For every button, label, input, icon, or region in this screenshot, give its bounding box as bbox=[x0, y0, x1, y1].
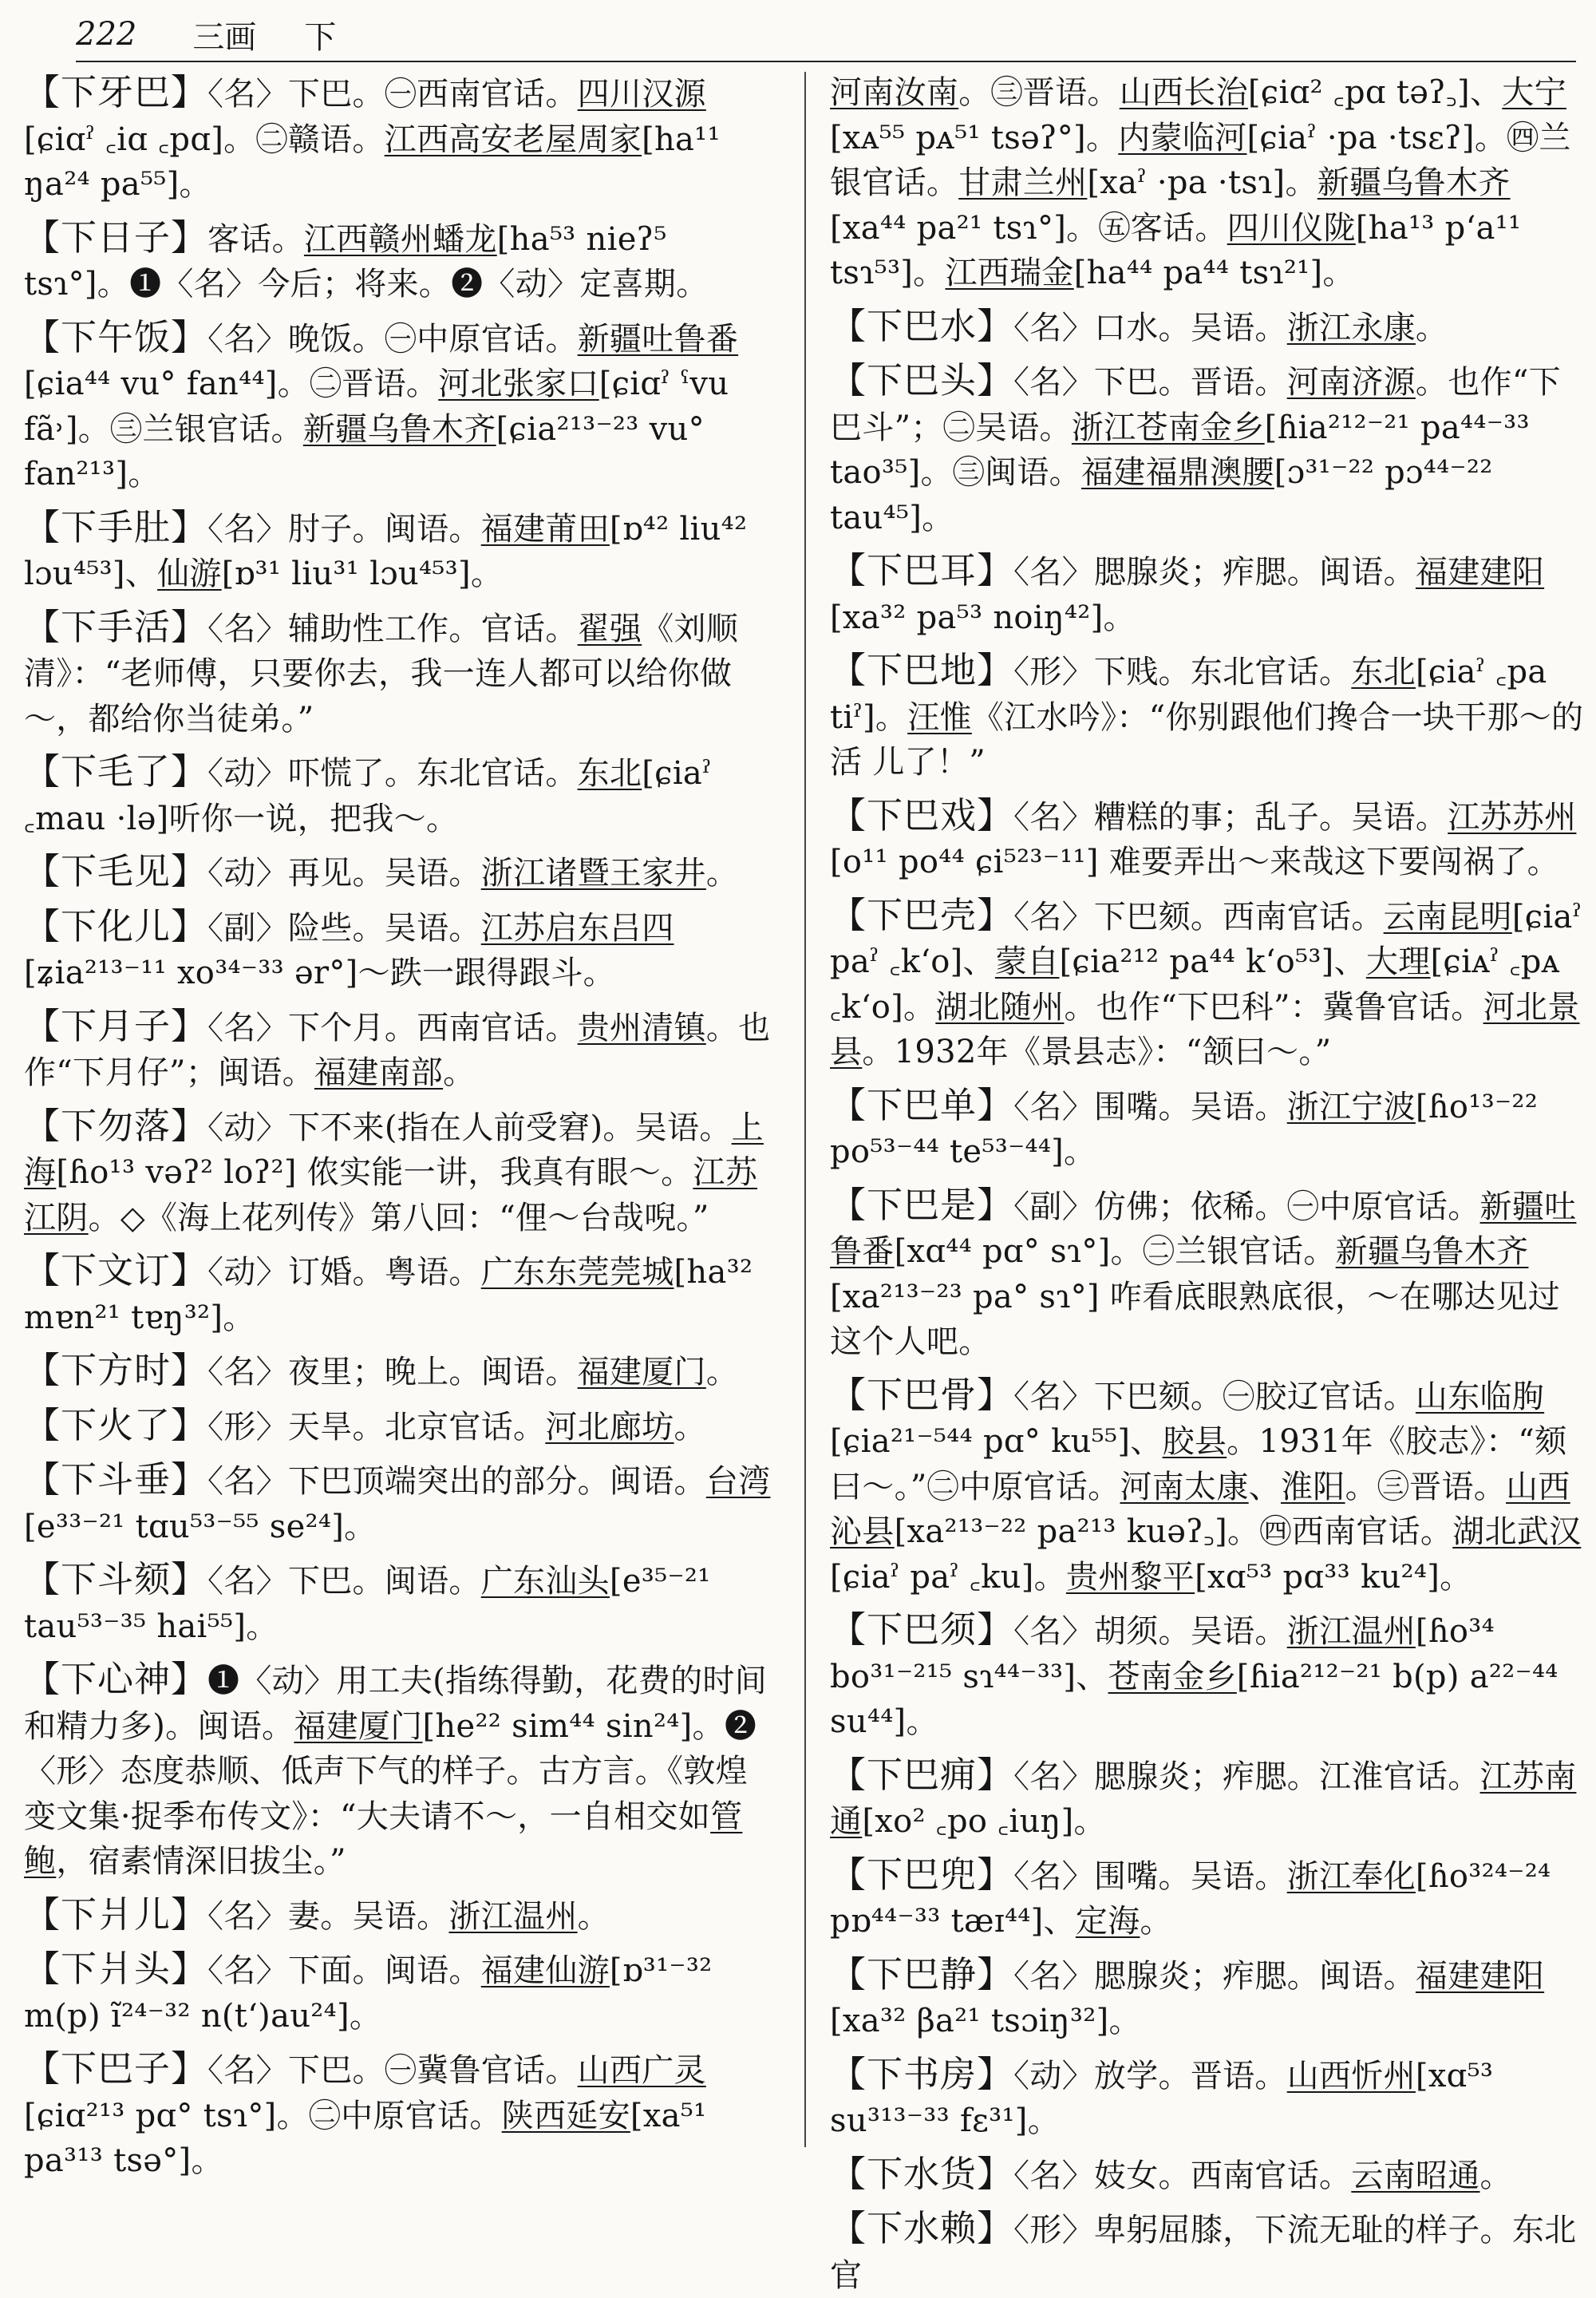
headword: 【下方时】 bbox=[24, 1349, 208, 1391]
definition-text: 〈名〉下巴颏。西南官话。 bbox=[1013, 898, 1384, 935]
definition-text: [ɦo³⁴ bo³¹⁻²¹⁵ sɿ⁴⁴⁻³³]、 bbox=[830, 1613, 1495, 1695]
person-name: 管鲍 bbox=[24, 1798, 743, 1880]
place-name: 淮阳 bbox=[1280, 1468, 1345, 1505]
place-name: 浙江温州 bbox=[448, 1897, 578, 1935]
headword: 【下毛见】 bbox=[24, 850, 208, 892]
definition-text: 〈副〉仿佛；依稀。㊀中原官话。 bbox=[1013, 1188, 1480, 1225]
definition-text: [xa³² βa²¹ tsɔiŋ³²]。 bbox=[830, 2003, 1141, 2039]
place-name: 福建莆田 bbox=[480, 510, 610, 548]
definition-text: 〈名〉胡须。吴语。 bbox=[1013, 1613, 1287, 1650]
dict-entry bbox=[830, 1853, 1584, 1944]
dict-entry bbox=[830, 793, 1584, 885]
column-divider bbox=[804, 72, 806, 2147]
dict-entry bbox=[24, 216, 774, 307]
dict-entry bbox=[830, 2152, 1584, 2199]
definition-text: [ɕia²¹² pa⁴⁴ kʻo⁵³]、 bbox=[1059, 943, 1366, 980]
definition-text: [o¹¹ po⁴⁴ ɕi⁵²³⁻¹¹] 难要弄出～来哉这下要闯祸了。 bbox=[830, 844, 1559, 880]
headword: 【下手活】 bbox=[24, 605, 208, 648]
place-name: 江苏启东吕四 bbox=[480, 909, 674, 947]
dict-entry bbox=[24, 849, 774, 896]
place-name: 云南昆明 bbox=[1383, 898, 1512, 935]
place-name: 台湾 bbox=[705, 1463, 771, 1500]
dict-entry bbox=[830, 548, 1584, 640]
definition-text: [ha⁵³ nieʔ⁵ tsɿ°]。❶〈名〉今后；将来。❷〈动〉定喜期。 bbox=[24, 220, 709, 303]
place-name: 贵州黎平 bbox=[1065, 1558, 1195, 1596]
definition-text: 。1931年《胶志》：“颏曰～。”㊁中原官话。 bbox=[830, 1423, 1567, 1505]
place-name: 蒙自 bbox=[994, 943, 1060, 980]
place-name: 定海 bbox=[1075, 1903, 1140, 1940]
definition-text: [ɕiaˀ ꜀pa tiˀ]。 bbox=[830, 654, 1547, 736]
place-name: 仙游 bbox=[157, 556, 222, 592]
place-name: 浙江温州 bbox=[1286, 1613, 1416, 1650]
definition-text: 。 bbox=[705, 1354, 739, 1390]
definition-text: 〈名〉下巴顶端突出的部分。闽语。 bbox=[207, 1463, 706, 1500]
place-name: 河南汝南 bbox=[830, 74, 959, 111]
page-header bbox=[76, 6, 1576, 62]
definition-text: [ɔ³¹⁻²² pɔ⁴⁴⁻²² tau⁴⁵]。 bbox=[830, 454, 1493, 536]
definition-text: 。也作“下月仔”；闽语。 bbox=[24, 1009, 771, 1091]
definition-text: 〈形〉天旱。北京官话。 bbox=[207, 1408, 546, 1446]
place-name: 新疆吐鲁番 bbox=[577, 320, 739, 358]
place-name: 河南太康 bbox=[1120, 1468, 1249, 1505]
place-name: 东北 bbox=[1351, 654, 1416, 690]
definition-text: [xa²¹³⁻²² pa²¹³ kuəʔ꜆]。㊃西南官话。 bbox=[894, 1513, 1453, 1550]
definition-text: [ʑia²¹³⁻¹¹ xo³⁴⁻³³ ər°]～跌一跟得跟斗。 bbox=[24, 955, 615, 991]
place-name: 四川汉源 bbox=[577, 76, 706, 113]
headword: 【下巴须】 bbox=[830, 1608, 1014, 1651]
place-name: 福建仙游 bbox=[480, 1952, 610, 1989]
definition-text: 。 bbox=[674, 1408, 706, 1446]
place-name: 江苏苏州 bbox=[1448, 798, 1577, 836]
definition-text: [ɕia⁴⁴ vu° fan⁴⁴]。㊁晋语。 bbox=[24, 366, 439, 402]
definition-text: 〈名〉下巴。闽语。 bbox=[207, 1563, 481, 1600]
definition-text: [ɦo¹³ vəʔ² loʔ²] 侬实能一讲，我真有眼～。 bbox=[56, 1154, 693, 1191]
dict-entry bbox=[24, 1657, 774, 1885]
author-name: 翟强 bbox=[577, 610, 642, 647]
definition-text: [ɒ³¹ liu³¹ lɔu⁴⁵³]。 bbox=[221, 556, 504, 592]
headword: 【下巴单】 bbox=[830, 1083, 1014, 1126]
place-name: 浙江诸暨王家井 bbox=[480, 855, 706, 892]
headword: 【下巴壳】 bbox=[830, 893, 1014, 936]
headword: 【下手肚】 bbox=[24, 505, 208, 548]
place-name: 江苏江阴 bbox=[24, 1154, 757, 1236]
dict-entry bbox=[830, 304, 1584, 351]
definition-text: 。也作“下巴斗”；㊁吴语。 bbox=[830, 364, 1561, 446]
definition-text: [ɕiɑ² ꜀pɑ təʔ꜆]、 bbox=[1247, 74, 1503, 111]
headword: 【下牙巴】 bbox=[24, 71, 208, 113]
definition-text: [ɕiɑ²¹³ pɑ° tsɿ°]。㊁中原官话。 bbox=[24, 2097, 502, 2134]
place-name: 浙江宁波 bbox=[1286, 1088, 1416, 1125]
dict-entry bbox=[24, 1348, 774, 1395]
definition-text: 客话。 bbox=[207, 220, 304, 258]
definition-text: [ɕiaˀ paˀ ꜀ku]。 bbox=[830, 1558, 1066, 1596]
definition-text: 〈名〉下巴。㊀西南官话。 bbox=[207, 76, 578, 113]
place-name: 新疆乌鲁木齐 bbox=[1317, 164, 1511, 201]
definition-text: 〈名〉下巴颏。㊀胶辽官话。 bbox=[1013, 1378, 1416, 1415]
definition-text: 。 bbox=[443, 1054, 476, 1091]
place-name: 江西赣州蟠龙 bbox=[303, 220, 497, 258]
definition-text: [he²² sim⁴⁴ sin²⁴]。❷〈形〉态度恭顺、低声下气的样子。古方言。《敦煌变文集·捉季布传文》：“大夫请不～，一自相交如 bbox=[24, 1707, 757, 1835]
dict-entry bbox=[24, 1947, 774, 2039]
definition-text: [ha³² mɐn²¹ tɐŋ³²]。 bbox=[24, 1254, 753, 1336]
place-name: 江苏南通 bbox=[830, 1758, 1577, 1840]
dict-entry bbox=[830, 1952, 1584, 2044]
definition-text: 〈名〉腮腺炎；痄腮。闽语。 bbox=[1013, 1957, 1416, 1995]
header-section: 三画 bbox=[192, 18, 257, 56]
definition-text: 〈名〉妓女。西南官话。 bbox=[1013, 2157, 1352, 2194]
headword: 【下巴头】 bbox=[830, 359, 1014, 401]
place-name: 四川仪陇 bbox=[1227, 209, 1356, 247]
place-name: 河北廊坊 bbox=[545, 1408, 674, 1446]
definition-text: 〈形〉下贱。东北官话。 bbox=[1013, 654, 1352, 690]
definition-text: 〈名〉肘子。闽语。 bbox=[207, 510, 481, 548]
dict-entry-continued bbox=[830, 70, 1584, 296]
place-name: 内蒙临河 bbox=[1118, 119, 1247, 156]
dict-entry bbox=[830, 2052, 1584, 2144]
headword: 【下文订】 bbox=[24, 1249, 208, 1291]
definition-text: 。㊂晋语。 bbox=[958, 74, 1120, 111]
headword: 【下毛了】 bbox=[24, 750, 208, 793]
definition-text: 〈副〉险些。吴语。 bbox=[207, 909, 481, 947]
definition-text: [e³⁵⁻²¹ tau⁵³⁻³⁵ hai⁵⁵]。 bbox=[24, 1563, 711, 1645]
definition-text: [xɑ⁴⁴ pɑ° sɿ°]。㊁兰银官话。 bbox=[894, 1233, 1336, 1270]
definition-text: [xɑ⁵³ su³¹³⁻³³ fɛ³¹]。 bbox=[830, 2057, 1494, 2139]
definition-text: [ɦia²¹²⁻²¹ pa⁴⁴⁻³³ tao³⁵]。㊂闽语。 bbox=[830, 409, 1530, 491]
dict-entry bbox=[830, 1608, 1584, 1745]
headword: 【下午饭】 bbox=[24, 315, 208, 358]
definition-text: 〈名〉下巴。晋语。 bbox=[1013, 364, 1287, 401]
definition-text: ❶〈动〉用工夫(指练得勤，花费的时间和精力多)。闽语。 bbox=[24, 1663, 768, 1745]
definition-text: [ha¹³ pʻa¹¹ tsɿ⁵³]。 bbox=[830, 209, 1522, 291]
place-name: 山东临朐 bbox=[1415, 1378, 1545, 1415]
definition-text: ，宿素情深旧拔尘。” bbox=[56, 1843, 346, 1880]
dict-entry bbox=[24, 605, 774, 742]
definition-text: 。 bbox=[1415, 309, 1448, 346]
headword: 【下爿头】 bbox=[24, 1948, 208, 1990]
headword: 【下日子】 bbox=[24, 216, 208, 259]
place-name: 河北张家口 bbox=[438, 366, 599, 402]
headword: 【下巴是】 bbox=[830, 1183, 1014, 1226]
headword: 【下水赖】 bbox=[830, 2207, 1014, 2249]
definition-text: [xɑ⁵³ pɑ³³ ku²⁴]。 bbox=[1195, 1558, 1472, 1596]
headword: 【下巴耳】 bbox=[830, 549, 1014, 591]
definition-text: 。 bbox=[705, 855, 739, 892]
definition-text: 〈动〉放学。晋语。 bbox=[1013, 2057, 1287, 2094]
place-name: 云南昭通 bbox=[1351, 2157, 1480, 2194]
headword: 【下巴骨】 bbox=[830, 1373, 1014, 1416]
place-name: 河南济源 bbox=[1286, 364, 1416, 401]
place-name: 上海 bbox=[24, 1109, 764, 1191]
place-name: 福建建阳 bbox=[1415, 1957, 1545, 1995]
place-name: 甘肃兰州 bbox=[958, 164, 1088, 201]
definition-text: [ɕiaˀ paˀ ꜀kʻo]、 bbox=[830, 898, 1582, 980]
headword: 【下巴子】 bbox=[24, 2047, 208, 2090]
dict-entry bbox=[24, 1893, 774, 1940]
place-name: 福建厦门 bbox=[577, 1354, 706, 1390]
place-name: 广东汕头 bbox=[480, 1563, 610, 1600]
definition-text: 〈形〉卑躬屈膝，下流无耻的样子。东北官 bbox=[830, 2212, 1577, 2294]
definition-text: [e³³⁻²¹ tɑu⁵³⁻⁵⁵ se²⁴]。 bbox=[24, 1508, 377, 1545]
definition-text: 《刘顺清》：“老师傅，只要你去，我一连人都可以给你做～，都给你当徒弟。” bbox=[24, 610, 739, 738]
definition-text: [ɕiɑˀ ˁvu fã˒]。㊂兰银官话。 bbox=[24, 366, 729, 448]
place-name: 大宁 bbox=[1502, 74, 1566, 111]
place-name: 浙江奉化 bbox=[1286, 1857, 1416, 1895]
dict-entry bbox=[24, 1248, 774, 1340]
place-name: 新疆乌鲁木齐 bbox=[302, 410, 496, 448]
definition-text: 。㊂晋语。 bbox=[1345, 1468, 1507, 1505]
headword: 【下勿落】 bbox=[24, 1104, 208, 1147]
place-name: 福建福鼎澳腰 bbox=[1080, 454, 1274, 491]
right-column bbox=[830, 70, 1584, 2294]
definition-text: [xa³² pa⁵³ noiŋ⁴²]。 bbox=[830, 599, 1136, 636]
author-name: 汪惟 bbox=[907, 698, 972, 736]
place-name: 陕西延安 bbox=[501, 2097, 630, 2134]
page-number: 222 bbox=[76, 16, 137, 53]
dict-entry bbox=[830, 358, 1584, 540]
definition-text: 〈名〉腮腺炎；痄腮。闽语。 bbox=[1013, 554, 1416, 591]
headword: 【下化儿】 bbox=[24, 904, 208, 947]
headword: 【下水货】 bbox=[830, 2152, 1014, 2195]
definition-text: [xᴀ⁵⁵ pᴀ⁵¹ tsəʔ°]。 bbox=[830, 119, 1119, 156]
dict-entry bbox=[830, 1373, 1584, 1600]
place-name: 福建建阳 bbox=[1415, 554, 1545, 591]
definition-text: 〈名〉糟糕的事；乱子。吴语。 bbox=[1013, 798, 1448, 836]
definition-text: 。 bbox=[1140, 1903, 1172, 1940]
definition-text: 。1932年《景县志》：“颔曰～。” bbox=[862, 1034, 1332, 1070]
definition-text: [xa⁴⁴ pa²¹ tsɿ°]。㊄客话。 bbox=[830, 209, 1227, 247]
definition-text: 〈动〉下不来(指在人前受窘)。吴语。 bbox=[207, 1109, 732, 1146]
definition-text: 〈动〉订婚。粤语。 bbox=[207, 1254, 481, 1291]
dict-entry bbox=[24, 315, 774, 497]
definition-text: 〈名〉围嘴。吴语。 bbox=[1013, 1857, 1287, 1895]
place-name: 江西高安老屋周家 bbox=[384, 121, 642, 158]
place-name: 湖北随州 bbox=[935, 988, 1065, 1026]
place-name: 大理 bbox=[1365, 943, 1431, 980]
definition-text: 〈动〉再见。吴语。 bbox=[207, 855, 481, 892]
headword: 【下月子】 bbox=[24, 1004, 208, 1047]
definition-text: 《江水吟》：“你别跟他们搀合一块干那～的 活 儿了！” bbox=[830, 698, 1584, 781]
place-name: 河北景县 bbox=[830, 988, 1580, 1070]
definition-text: [xo² ꜀po ꜀iuŋ]。 bbox=[862, 1803, 1106, 1840]
dict-entry bbox=[24, 904, 774, 996]
headword: 【下斗颏】 bbox=[24, 1558, 208, 1600]
definition-text: 〈名〉辅助性工作。官话。 bbox=[207, 610, 578, 647]
definition-text: [ɦia²¹²⁻²¹ b(p) a²²⁻⁴⁴ su⁴⁴]。 bbox=[830, 1658, 1558, 1740]
dict-entry bbox=[830, 893, 1584, 1075]
headword: 【下书房】 bbox=[830, 2052, 1014, 2095]
place-name: 胶县 bbox=[1162, 1423, 1227, 1460]
definition-text: [xa²¹³⁻²³ pa° sɿ°] 咋看底眼熟底很，～在哪达见过这个人吧。 bbox=[830, 1278, 1561, 1360]
dict-entry bbox=[830, 1083, 1584, 1175]
definition-text: 。 bbox=[1479, 2157, 1512, 2194]
definition-text: [xa⁵¹ pa³¹³ tsə°]。 bbox=[24, 2097, 707, 2179]
definition-text: 〈名〉下面。闽语。 bbox=[207, 1952, 481, 1989]
definition-text: 〈名〉下个月。西南官话。 bbox=[207, 1009, 578, 1046]
headword: 【下斗垂】 bbox=[24, 1458, 208, 1501]
headword: 【下火了】 bbox=[24, 1403, 208, 1446]
header-rule bbox=[76, 61, 1576, 62]
definition-text: [ɒ³¹⁻³² m(p) ĩ²⁴⁻³² n(tʻ)au²⁴]。 bbox=[24, 1952, 713, 2035]
definition-text: 。◇《海上花列传》第八回：“俚～台哉唲。” bbox=[88, 1199, 709, 1236]
definition-text: [ha¹¹ ŋa²⁴ pa⁵⁵]。 bbox=[24, 121, 721, 203]
dict-entry bbox=[830, 1753, 1584, 1845]
dict-entry bbox=[24, 1458, 774, 1549]
definition-text: 、 bbox=[1248, 1468, 1281, 1505]
place-name: 苍南金乡 bbox=[1108, 1658, 1237, 1695]
definition-text: 〈名〉腮腺炎；痄腮。江淮官话。 bbox=[1013, 1758, 1480, 1795]
place-name: 新疆吐鲁番 bbox=[830, 1188, 1577, 1270]
place-name: 福建南部 bbox=[314, 1054, 444, 1091]
definition-text: 。 bbox=[577, 1897, 610, 1935]
dict-entry bbox=[24, 1557, 774, 1649]
left-column bbox=[24, 70, 774, 2179]
definition-text: [ɕia²¹³⁻²³ vu° fan²¹³]。 bbox=[24, 410, 705, 492]
dict-entry bbox=[24, 70, 774, 208]
dict-entry bbox=[24, 1104, 774, 1241]
definition-text: [ha⁴⁴ pa⁴⁴ tsɿ²¹]。 bbox=[1073, 255, 1355, 291]
dict-entry bbox=[24, 505, 774, 597]
definition-text: 〈名〉下巴。㊀冀鲁官话。 bbox=[207, 2052, 578, 2089]
definition-text: [xaˀ ·pa ·tsɿ]。 bbox=[1087, 164, 1317, 201]
definition-text: 〈动〉吓慌了。东北官话。 bbox=[207, 755, 578, 792]
place-name: 湖北武汉 bbox=[1452, 1513, 1582, 1550]
headword: 【下心神】 bbox=[24, 1658, 208, 1700]
dict-entry bbox=[830, 2206, 1584, 2298]
place-name: 福建厦门 bbox=[294, 1707, 423, 1745]
dict-entry bbox=[830, 1183, 1584, 1365]
place-name: 东北 bbox=[577, 755, 642, 792]
definition-text: [ɒ⁴² liu⁴² lɔu⁴⁵³]、 bbox=[24, 510, 748, 592]
definition-text: [ɕiaˀ ·pa ·tsɛʔ]。㊃兰银官话。 bbox=[830, 119, 1571, 201]
header-char: 下 bbox=[304, 18, 337, 56]
dict-entry bbox=[24, 1004, 774, 1096]
place-name: 浙江苍南金乡 bbox=[1071, 409, 1265, 446]
definition-text: 〈名〉夜里；晚上。闽语。 bbox=[207, 1354, 578, 1390]
definition-text: 〈名〉围嘴。吴语。 bbox=[1013, 1088, 1287, 1125]
place-name: 新疆乌鲁木齐 bbox=[1335, 1233, 1529, 1270]
place-name: 山西沁县 bbox=[830, 1468, 1570, 1550]
definition-text: [ɕia²¹⁻⁵⁴⁴ pɑ° ku⁵⁵]、 bbox=[830, 1423, 1163, 1460]
dict-entry bbox=[830, 648, 1584, 785]
dict-entry bbox=[24, 750, 774, 841]
definition-text: [ɕiᴀˀ ꜀pᴀ ꜀kʻo]。 bbox=[830, 943, 1560, 1026]
headword: 【下巴静】 bbox=[830, 1952, 1014, 1995]
place-name: 浙江永康 bbox=[1286, 309, 1416, 346]
headword: 【下巴兜】 bbox=[830, 1853, 1014, 1896]
place-name: 贵州清镇 bbox=[577, 1009, 706, 1046]
place-name: 江西瑞金 bbox=[945, 255, 1074, 291]
headword: 【下巴戏】 bbox=[830, 793, 1014, 837]
definition-text: 〈名〉口水。吴语。 bbox=[1013, 309, 1287, 346]
place-name: 广东东莞莞城 bbox=[480, 1254, 674, 1291]
definition-text: 。也作“下巴科”：冀鲁官话。 bbox=[1064, 988, 1483, 1026]
place-name: 山西忻州 bbox=[1286, 2057, 1416, 2094]
definition-text: [ɦo³²⁴⁻²⁴ pɒ⁴⁴⁻³³ tæɪ⁴⁴]、 bbox=[830, 1857, 1551, 1940]
headword: 【下巴水】 bbox=[830, 304, 1014, 347]
place-name: 山西长治 bbox=[1119, 74, 1248, 111]
headword: 【下巴地】 bbox=[830, 649, 1014, 691]
definition-text: [ɕiaˀ ꜀mau ·lə]听你一说，把我～。 bbox=[24, 755, 712, 837]
definition-text: 〈名〉妻。吴语。 bbox=[207, 1897, 449, 1935]
headword: 【下巴痈】 bbox=[830, 1753, 1014, 1796]
definition-text: [ɕiɑˀ ꜀iɑ ꜀pɑ]。㊁赣语。 bbox=[24, 121, 385, 158]
place-name: 山西广灵 bbox=[577, 2052, 706, 2089]
dict-entry bbox=[24, 1403, 774, 1450]
definition-text: 〈名〉晚饭。㊀中原官话。 bbox=[207, 320, 578, 358]
definition-text: [ɦo¹³⁻²² po⁵³⁻⁴⁴ te⁵³⁻⁴⁴]。 bbox=[830, 1088, 1539, 1170]
headword: 【下爿儿】 bbox=[24, 1893, 208, 1936]
dict-entry bbox=[24, 2047, 774, 2184]
